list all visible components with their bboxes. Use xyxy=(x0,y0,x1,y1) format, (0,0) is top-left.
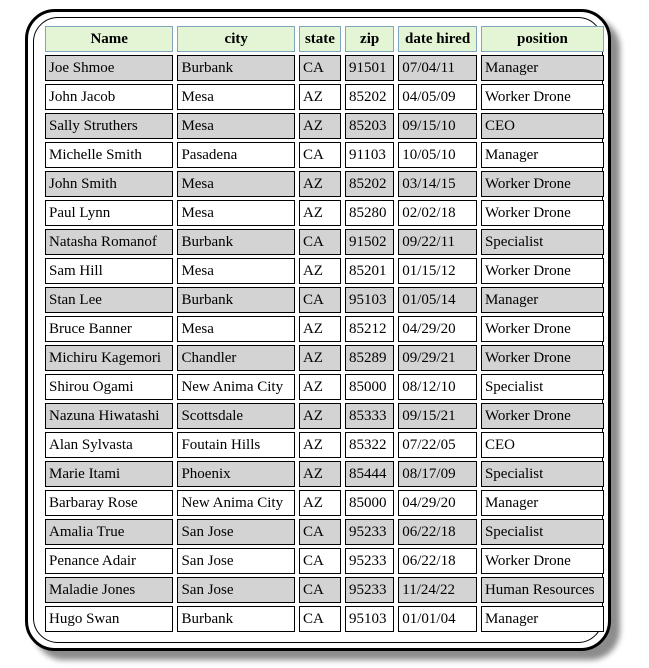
cell-zip: 85203 xyxy=(345,113,394,139)
cell-date-hired: 07/22/05 xyxy=(398,432,477,458)
cell-city: Mesa xyxy=(177,113,295,139)
column-header-date-hired: date hired xyxy=(398,26,477,52)
cell-state: AZ xyxy=(299,374,341,400)
cell-zip: 85212 xyxy=(345,316,394,342)
cell-city: Chandler xyxy=(177,345,295,371)
cell-date-hired: 06/22/18 xyxy=(398,519,477,545)
table-row xyxy=(45,606,604,632)
cell-name: Alan Sylvasta xyxy=(45,432,173,458)
cell-position: Specialist xyxy=(481,519,604,545)
cell-zip: 85202 xyxy=(345,171,394,197)
cell-city: Burbank xyxy=(177,287,295,313)
cell-state: AZ xyxy=(299,200,341,226)
cell-date-hired: 01/01/04 xyxy=(398,606,477,632)
cell-position: Human Resources xyxy=(481,577,604,603)
cell-name: Bruce Banner xyxy=(45,316,173,342)
table-row xyxy=(45,577,604,603)
cell-position: Worker Drone xyxy=(481,403,604,429)
cell-state: CA xyxy=(299,548,341,574)
cell-position: Specialist xyxy=(481,229,604,255)
cell-date-hired: 11/24/22 xyxy=(398,577,477,603)
cell-city: Mesa xyxy=(177,84,295,110)
table-row xyxy=(45,113,604,139)
cell-position: CEO xyxy=(481,432,604,458)
cell-date-hired: 09/29/21 xyxy=(398,345,477,371)
cell-state: CA xyxy=(299,577,341,603)
cell-zip: 85444 xyxy=(345,461,394,487)
cell-state: AZ xyxy=(299,345,341,371)
cell-state: CA xyxy=(299,229,341,255)
cell-name: Sally Struthers xyxy=(45,113,173,139)
cell-city: Mesa xyxy=(177,316,295,342)
cell-city: Burbank xyxy=(177,55,295,81)
cell-zip: 91103 xyxy=(345,142,394,168)
cell-name: Hugo Swan xyxy=(45,606,173,632)
cell-zip: 95233 xyxy=(345,519,394,545)
table-row xyxy=(45,171,604,197)
table-body xyxy=(45,55,604,632)
cell-date-hired: 06/22/18 xyxy=(398,548,477,574)
table-row xyxy=(45,55,604,81)
cell-date-hired: 01/15/12 xyxy=(398,258,477,284)
cell-position: Worker Drone xyxy=(481,258,604,284)
employee-table xyxy=(41,23,608,635)
table-row xyxy=(45,461,604,487)
cell-state: CA xyxy=(299,287,341,313)
table-row xyxy=(45,229,604,255)
cell-city: New Anima City xyxy=(177,490,295,516)
cell-state: AZ xyxy=(299,316,341,342)
cell-position: Worker Drone xyxy=(481,316,604,342)
cell-name: Shirou Ogami xyxy=(45,374,173,400)
column-header-name: Name xyxy=(45,26,173,52)
table-row xyxy=(45,345,604,371)
table-row xyxy=(45,432,604,458)
table-row xyxy=(45,548,604,574)
cell-name: Penance Adair xyxy=(45,548,173,574)
cell-state: AZ xyxy=(299,84,341,110)
cell-city: Pasadena xyxy=(177,142,295,168)
table-row xyxy=(45,403,604,429)
cell-position: Manager xyxy=(481,55,604,81)
cell-zip: 85000 xyxy=(345,374,394,400)
cell-date-hired: 08/12/10 xyxy=(398,374,477,400)
cell-state: CA xyxy=(299,55,341,81)
cell-city: San Jose xyxy=(177,577,295,603)
cell-name: John Jacob xyxy=(45,84,173,110)
cell-position: Specialist xyxy=(481,374,604,400)
cell-state: AZ xyxy=(299,113,341,139)
cell-city: Mesa xyxy=(177,171,295,197)
cell-date-hired: 02/02/18 xyxy=(398,200,477,226)
cell-name: Stan Lee xyxy=(45,287,173,313)
cell-zip: 91502 xyxy=(345,229,394,255)
cell-city: Burbank xyxy=(177,606,295,632)
table-row xyxy=(45,258,604,284)
cell-zip: 85322 xyxy=(345,432,394,458)
cell-date-hired: 10/05/10 xyxy=(398,142,477,168)
cell-position: Worker Drone xyxy=(481,345,604,371)
table-header-row xyxy=(45,26,604,52)
cell-city: Phoenix xyxy=(177,461,295,487)
cell-name: Marie Itami xyxy=(45,461,173,487)
column-header-position: position xyxy=(481,26,604,52)
column-header-state: state xyxy=(299,26,341,52)
cell-zip: 85333 xyxy=(345,403,394,429)
table-row xyxy=(45,490,604,516)
cell-city: Mesa xyxy=(177,200,295,226)
cell-zip: 85289 xyxy=(345,345,394,371)
cell-date-hired: 04/29/20 xyxy=(398,490,477,516)
cell-name: Michiru Kagemori xyxy=(45,345,173,371)
cell-zip: 95233 xyxy=(345,548,394,574)
cell-position: Manager xyxy=(481,606,604,632)
cell-zip: 85201 xyxy=(345,258,394,284)
cell-date-hired: 01/05/14 xyxy=(398,287,477,313)
cell-name: Paul Lynn xyxy=(45,200,173,226)
cell-position: CEO xyxy=(481,113,604,139)
cell-name: Maladie Jones xyxy=(45,577,173,603)
cell-city: Foutain Hills xyxy=(177,432,295,458)
cell-position: Manager xyxy=(481,287,604,313)
table-row xyxy=(45,374,604,400)
cell-name: Amalia True xyxy=(45,519,173,545)
column-header-zip: zip xyxy=(345,26,394,52)
cell-position: Specialist xyxy=(481,461,604,487)
cell-date-hired: 09/15/21 xyxy=(398,403,477,429)
cell-city: New Anima City xyxy=(177,374,295,400)
cell-position: Worker Drone xyxy=(481,84,604,110)
cell-name: John Smith xyxy=(45,171,173,197)
table-frame xyxy=(25,9,611,651)
table-row xyxy=(45,316,604,342)
table-row xyxy=(45,287,604,313)
cell-state: AZ xyxy=(299,171,341,197)
column-header-city: city xyxy=(177,26,295,52)
cell-position: Manager xyxy=(481,490,604,516)
cell-name: Sam Hill xyxy=(45,258,173,284)
cell-zip: 85280 xyxy=(345,200,394,226)
cell-state: AZ xyxy=(299,432,341,458)
cell-date-hired: 08/17/09 xyxy=(398,461,477,487)
cell-zip: 91501 xyxy=(345,55,394,81)
cell-position: Worker Drone xyxy=(481,171,604,197)
cell-city: Burbank xyxy=(177,229,295,255)
cell-position: Manager xyxy=(481,142,604,168)
cell-name: Barbaray Rose xyxy=(45,490,173,516)
table-row xyxy=(45,84,604,110)
cell-zip: 85202 xyxy=(345,84,394,110)
table-row xyxy=(45,519,604,545)
cell-name: Nazuna Hiwatashi xyxy=(45,403,173,429)
cell-date-hired: 03/14/15 xyxy=(398,171,477,197)
cell-name: Michelle Smith xyxy=(45,142,173,168)
table-row xyxy=(45,200,604,226)
cell-city: Scottsdale xyxy=(177,403,295,429)
cell-date-hired: 07/04/11 xyxy=(398,55,477,81)
table-row xyxy=(45,142,604,168)
cell-name: Joe Shmoe xyxy=(45,55,173,81)
cell-state: AZ xyxy=(299,461,341,487)
cell-zip: 95103 xyxy=(345,287,394,313)
cell-date-hired: 04/29/20 xyxy=(398,316,477,342)
cell-state: CA xyxy=(299,519,341,545)
cell-name: Natasha Romanof xyxy=(45,229,173,255)
cell-zip: 95233 xyxy=(345,577,394,603)
cell-state: AZ xyxy=(299,258,341,284)
cell-state: CA xyxy=(299,606,341,632)
cell-date-hired: 04/05/09 xyxy=(398,84,477,110)
cell-state: CA xyxy=(299,142,341,168)
cell-date-hired: 09/15/10 xyxy=(398,113,477,139)
cell-zip: 95103 xyxy=(345,606,394,632)
cell-state: AZ xyxy=(299,403,341,429)
cell-zip: 85000 xyxy=(345,490,394,516)
cell-city: San Jose xyxy=(177,548,295,574)
cell-city: Mesa xyxy=(177,258,295,284)
cell-state: AZ xyxy=(299,490,341,516)
cell-position: Worker Drone xyxy=(481,548,604,574)
cell-position: Worker Drone xyxy=(481,200,604,226)
cell-city: San Jose xyxy=(177,519,295,545)
cell-date-hired: 09/22/11 xyxy=(398,229,477,255)
